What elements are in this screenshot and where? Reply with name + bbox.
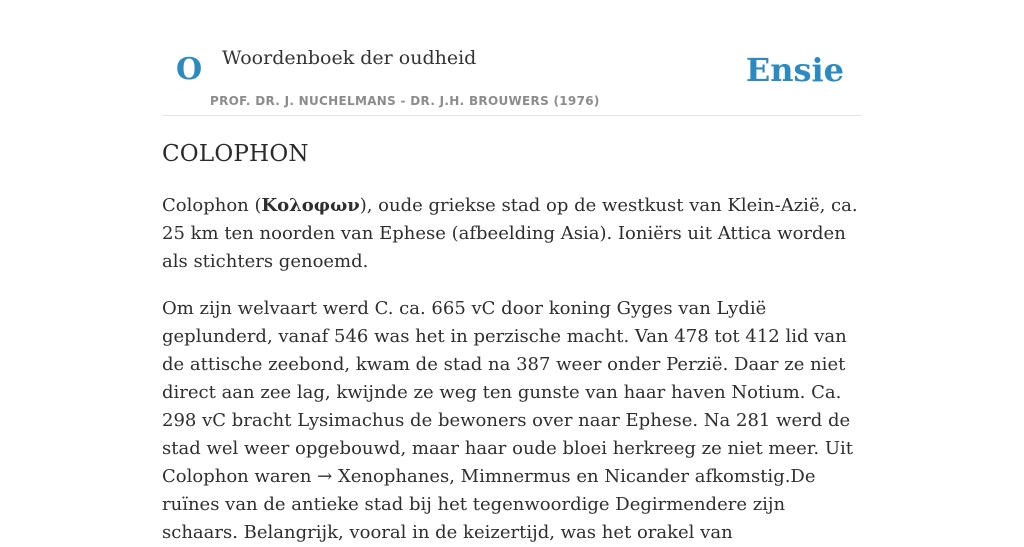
entry-paragraph-2: Om zijn welvaart werd C. ca. 665 vC door koning Gyges van Lydië geplunderd, vanaf 546 was het in perzische macht. Van 478 tot 412 lid van de attische zeebond, kwam de stad na 387 weer onder Perzië. Daar ze niet direct aan zee lag, kwijnde ze weg ten gunste van haar haven Notium. Ca. 298 vC bracht Lysimachus de bewoners over naar Ephese. Na 281 werd de stad wel weer opgebouwd, maar haar oude bloei herkreeg ze niet meer. Uit Colophon waren → Xenophanes, Mimnermus en Nicander afkomstig.De ruïnes van de antieke stad bij het tegenwoordige Degirmendere zijn schaars. Belangrijk, vooral in de keizertijd, was het orakel van xyxy=(162,298,854,543)
page-header xyxy=(162,0,862,116)
entry-title: COLOPHON xyxy=(162,141,309,167)
paragraph-text: Colophon ( xyxy=(162,195,262,216)
entry-content xyxy=(162,136,862,547)
index-letter[interactable]: O xyxy=(176,52,203,87)
greek-name: Κολοφων xyxy=(261,195,360,216)
brand-logo-link[interactable]: Ensie xyxy=(745,51,844,89)
dictionary-title[interactable]: Woordenboek der oudheid xyxy=(222,47,477,69)
dictionary-authors: PROF. DR. J. NUCHELMANS - DR. J.H. BROUWERS (1976) xyxy=(210,94,600,108)
paragraph-text: ), oude griekse stad op de westkust van Klein-Azië, ca. 25 km ten noorden van Ephese (afbeelding Asia). Ioniërs uit Attica worden als stichters genoemd. xyxy=(162,195,858,272)
entry-paragraph-1 xyxy=(162,192,862,276)
